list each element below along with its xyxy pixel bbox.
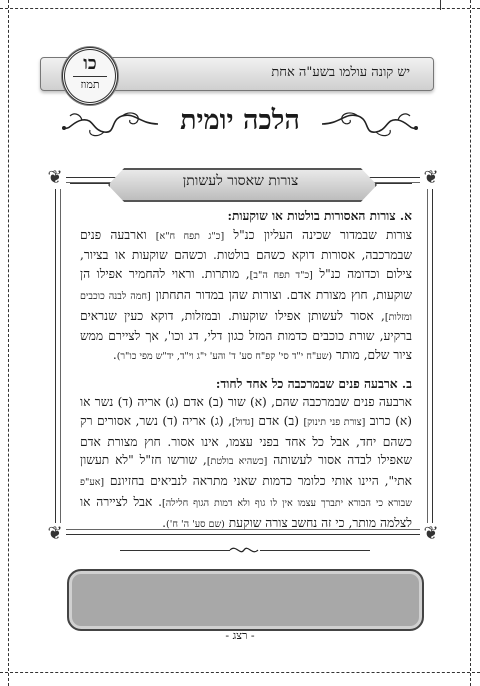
divider-ornament-icon [228, 542, 260, 558]
paragraph-b-heading: ב. ארבעה פנים שבמרכבה כל אחד לחוד: [215, 376, 412, 391]
source-citation: [חמה לבנה כוכבים ומזלות] [80, 290, 412, 323]
source-citation: (שם סע' ה' ח') [166, 518, 225, 530]
text-run: , מותרות. וראוי להחמיר אפילו הן שוקעות, חוץ מצורת אדם. וצורות שהן במדור התחתון [80, 267, 412, 302]
crop-line-left [8, 0, 9, 686]
text-run: , שורשו חז"ל "לא תעשון אתי", היינו אותי כלומר כדמות שאני מתראה לנביאים בחזיונם [80, 453, 412, 489]
divider-line [70, 183, 110, 184]
corner-ornament-icon: ❦ [420, 167, 442, 189]
badge-month: תמוז [80, 78, 100, 91]
paragraph-a-heading: א. צורות האסורות בולטות או שוקעות: [227, 209, 412, 223]
divider-line [120, 550, 230, 551]
text-run: וארבעה פנים שבמרכבה, אסורות דוקא כשהם בולטות. וכשהם שוקעות או בציור, צילום וכדומה כנ"ל [80, 227, 413, 282]
crop-line-right [470, 0, 471, 686]
source-citation: [כשהיא בולטת] [206, 456, 268, 468]
source-citation: [גדול] [232, 417, 254, 429]
paragraph-b [80, 375, 412, 535]
text-run: . [112, 347, 117, 362]
text-run: . אבל לציירה או לצלמה מותר, כי זה נחשב צורה שוקעת [80, 494, 412, 530]
page-number: - רצג - [225, 629, 255, 642]
divider-line [372, 183, 412, 184]
corner-ornament-icon: ❦ [420, 523, 442, 545]
text-run: , אסור לעשותן אפילו שוקעות. ובמזלות, דוקא כעין שנראים ברקיע, שורת כוכבים כדמות המזל כגון דלי, דג וכו', אך לציירם ממש ציור שלם, מותר [80, 308, 412, 362]
header-text: יש קונה עולמו בשע"ה אחת [271, 65, 410, 80]
corner-ornament-icon: ❦ [44, 523, 66, 545]
title-flourish-right-icon [320, 108, 420, 140]
source-citation: [צורת פני תינוק] [303, 417, 366, 429]
corner-ornament-icon: ❦ [44, 167, 66, 189]
crop-mark [440, 0, 441, 10]
paragraph-a [80, 207, 412, 367]
text-run: (ב) אדם [254, 414, 304, 429]
page-title: הלכה יומית [180, 105, 300, 136]
date-badge [62, 47, 118, 105]
section-title: צורות שאסור לעשותן [182, 173, 299, 189]
text-run: , (ג) אריה (ד) נשר, אסורים רק כשהם יחד, אבל כל אחד בפני עצמו, אינו אסור. חוץ מצורת אדם שאפילו לבדה אסור לעשותה [80, 414, 412, 468]
crop-line-top [0, 8, 480, 9]
badge-day: כו [83, 53, 97, 74]
source-citation: [כ"ג תפח ח"א] [155, 230, 225, 242]
source-citation: [כ"ד תפח ה"ב] [249, 270, 313, 282]
bottom-panel [67, 569, 424, 631]
source-citation: [אע"פ שבורא כי הבורא יתברך עצמו אין לו גוף ולא דמות הגוף חלילה] [80, 477, 412, 509]
text-run: . [162, 515, 167, 530]
divider-line [260, 550, 370, 551]
crop-line-bottom [0, 672, 480, 673]
title-flourish-left-icon [60, 108, 160, 140]
halacha-body [80, 207, 412, 542]
source-citation: (שע"ח י"ד סי' קפ"ח סע' ד' והע' י"ג וי"ד, יד"ש מפי כו"ר) [116, 350, 333, 362]
text-run: ארבעה פנים שבמרכבה שהם, (א) שור (ב) אדם (ג) אריה (ד) נשר או (א) כרוב [80, 395, 412, 429]
text-run: צורות שבמדור שכינה העליון כנ"ל [224, 227, 412, 242]
